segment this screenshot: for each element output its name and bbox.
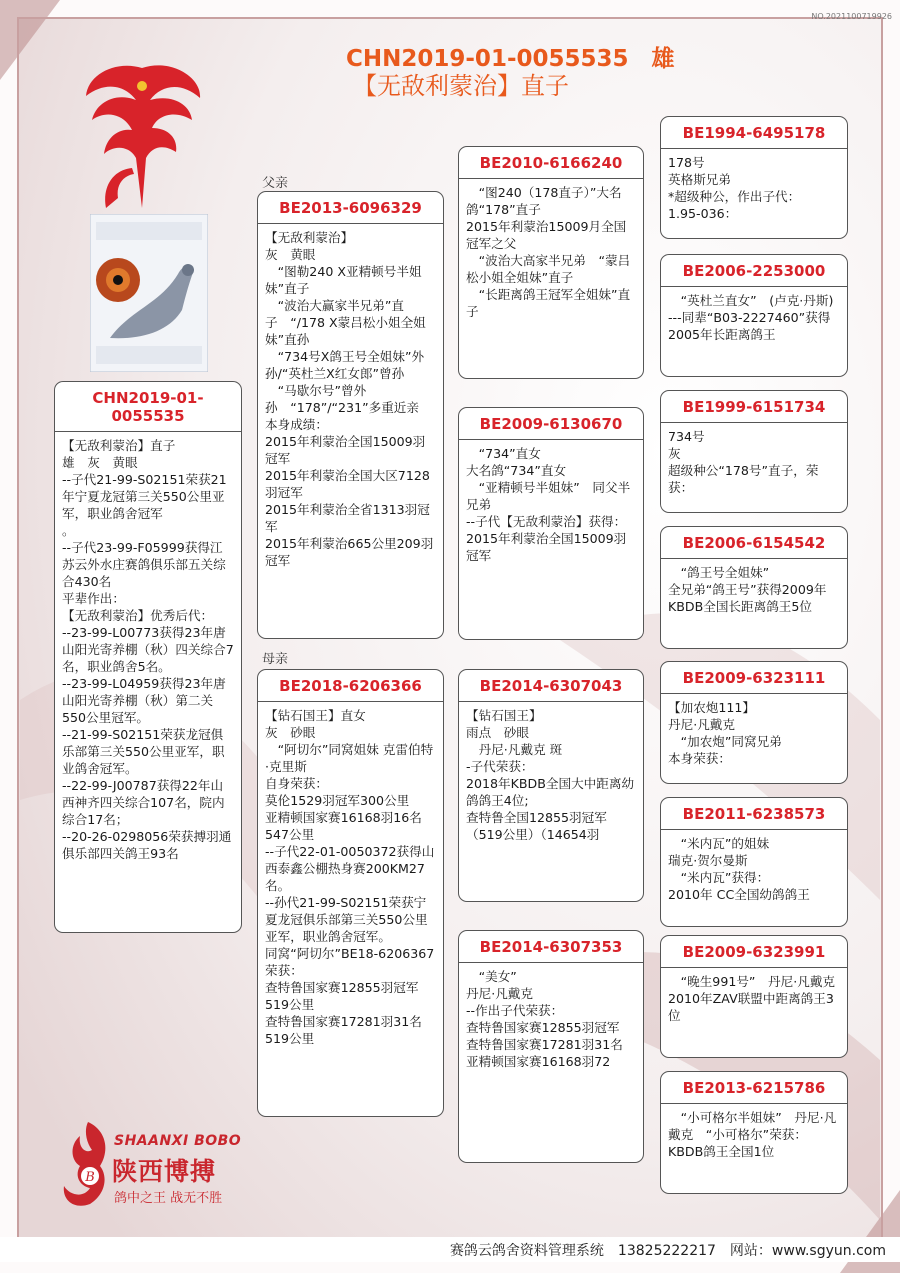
detail-line: 雨点 砂眼: [466, 725, 529, 740]
detail-line: 2015年利蒙治全国15009羽冠军: [466, 531, 627, 563]
maternal-grandfather-details: [459, 702, 643, 847]
paternal-grandfather-card: [458, 146, 644, 379]
detail-line: 丹尼·凡戴克: [668, 717, 735, 732]
ancestor-card-5: [660, 661, 848, 784]
paternal-grandfather-ring: BE2010-6166240: [459, 147, 643, 179]
detail-line: “晚生991号” 丹尼·凡戴克: [668, 974, 836, 989]
ancestor-ring-3: BE1999-6151734: [661, 391, 847, 423]
maternal-grandmother-card: [458, 930, 644, 1163]
detail-line: 丹尼·凡戴克: [466, 986, 533, 1001]
father-label: 父亲: [262, 176, 289, 191]
maternal-grandmother-details: [459, 963, 643, 1074]
detail-line: 178号: [668, 155, 705, 170]
detail-line: “加农炮”同窝兄弟: [668, 734, 782, 749]
detail-line: 查特鲁国家赛17281羽31名519公里: [265, 1014, 422, 1046]
ancestor-ring-8: BE2013-6215786: [661, 1072, 847, 1104]
detail-line: “小可格尔半姐妹” 丹尼·凡戴克 “小可格尔”荣获： KBDB鸽王全国1位: [668, 1110, 837, 1159]
detail-line: 2015年利蒙治全国大区7128羽冠军: [265, 468, 430, 500]
detail-line: “亚精顿号半姐妹” 同父半兄弟: [466, 480, 631, 512]
detail-line: 本身荣获：: [668, 751, 731, 766]
detail-line: “阿切尔”同窝姐妹 克雷伯特·克里斯: [265, 742, 434, 774]
detail-line: 查特鲁国家赛12855羽冠军519公里: [265, 980, 419, 1012]
detail-line: --23-99-L00773获得23年唐山阳光寄养棚（秋）四关综合7名，职业鸽舍5名。: [62, 625, 234, 674]
detail-line: 2018年KBDB全国大中距离幼鸽鸽王4位;: [466, 776, 635, 808]
ancestor-details-4: [661, 559, 847, 619]
ancestor-details-8: [661, 1104, 847, 1164]
detail-line: “波治大高家半兄弟 “蒙吕松小姐全姐妹”直子: [466, 253, 631, 285]
detail-line: “美女”: [466, 969, 517, 984]
detail-line: --23-99-L04959获得23年唐山阳光寄养棚（秋）第二关550公里冠军。: [62, 676, 226, 725]
ancestor-ring-4: BE2006-6154542: [661, 527, 847, 559]
ancestor-card-2: [660, 254, 848, 377]
ancestor-details-6: [661, 830, 847, 907]
phoenix-logo-icon: [72, 58, 212, 218]
detail-line: 查特鲁国家赛12855羽冠军: [466, 1020, 620, 1035]
subject-card: [54, 381, 242, 933]
detail-line: --子代22-01-0050372获得山西泰鑫公棚热身赛200KM27名。: [265, 844, 435, 893]
svg-text:B: B: [85, 1170, 95, 1185]
detail-line: 1.95-036：: [668, 206, 738, 221]
detail-line: 亚精顿国家赛16168羽72: [466, 1054, 611, 1069]
detail-line: --20-26-0298056荣获搏羽通俱乐部四关鸽王93名: [62, 829, 232, 861]
ancestor-card-3: [660, 390, 848, 513]
detail-line: -子代荣获：: [466, 759, 534, 774]
ancestor-ring-5: BE2009-6323111: [661, 662, 847, 694]
detail-line: 【无敌利蒙治】: [265, 230, 354, 245]
ancestor-card-6: [660, 797, 848, 927]
detail-line: 莫伦1529羽冠军300公里: [265, 793, 410, 808]
detail-line: 2015年利蒙治665公里209羽冠军: [265, 536, 434, 568]
ancestor-details-7: [661, 968, 847, 1028]
detail-line: 雄 灰 黄眼: [62, 455, 138, 470]
brand-slogan: 鸽中之王 战无不胜: [114, 1191, 223, 1206]
brand-chinese-name: 陕西博搏: [112, 1157, 217, 1186]
father-details: [258, 224, 443, 573]
detail-line: 。: [62, 523, 75, 538]
detail-line: --22-99-J00787获得22年山西神齐四关综合107名，院内综合17名；: [62, 778, 225, 827]
maternal-grandmother-ring: BE2014-6307353: [459, 931, 643, 963]
ancestor-ring-2: BE2006-2253000: [661, 255, 847, 287]
detail-line: 查特鲁国家赛17281羽31名: [466, 1037, 623, 1052]
detail-line: 同窝“阿切尔”BE18-6206367荣获：: [265, 946, 435, 978]
mother-card: [257, 669, 444, 1117]
detail-line: “马歇尔号”曾外孙 “178”/“231”多重近亲: [265, 383, 419, 415]
ancestor-card-8: [660, 1071, 848, 1194]
detail-line: 【加农炮111】: [668, 700, 756, 715]
maternal-grandfather-ring: BE2014-6307043: [459, 670, 643, 702]
detail-line: 大名鸽“734”直女: [466, 463, 567, 478]
document-number: NO.2021100719926: [811, 12, 892, 21]
ancestor-card-7: [660, 935, 848, 1058]
detail-line: --子代【无敌利蒙治】获得：: [466, 514, 627, 529]
footer-bar: [0, 1237, 900, 1262]
father-ring: BE2013-6096329: [258, 192, 443, 224]
detail-line: 【钻石国王】: [466, 708, 542, 723]
detail-line: 【钻石国王】直女: [265, 708, 366, 723]
detail-line: “鸽王号全姐妹”: [668, 565, 770, 580]
ancestor-ring-6: BE2011-6238573: [661, 798, 847, 830]
detail-line: 灰 黄眼: [265, 247, 316, 262]
detail-line: “米内瓦”获得：: [668, 870, 770, 885]
detail-line: 本身成绩：: [265, 417, 328, 432]
detail-line: “长距离鸽王冠军全姐妹”直 子: [466, 287, 635, 319]
detail-line: 亚精顿国家赛16168羽16名547公里: [265, 810, 422, 842]
detail-line: 734号: [668, 429, 705, 444]
detail-line: 【无敌利蒙治】直子: [62, 438, 176, 453]
detail-line: 平辈作出：: [62, 591, 125, 606]
detail-line: “图勒240 X亚精顿号半姐妹”直子: [265, 264, 422, 296]
detail-line: 2010年ZAV联盟中距离鸽王3位: [668, 991, 834, 1023]
brand-logo-icon: [60, 1120, 112, 1210]
detail-line: --21-99-S02151荣获龙冠俱乐部第三关550公里亚军，职业鸽舍冠军。: [62, 727, 225, 776]
detail-line: 自身荣获：: [265, 776, 328, 791]
mother-ring: BE2018-6206366: [258, 670, 443, 702]
ancestor-details-1: [661, 149, 847, 226]
detail-line: “英杜兰直女” (卢克·丹斯): [668, 293, 834, 308]
ancestor-details-5: [661, 694, 847, 771]
detail-line: 查特鲁全国12855羽冠军（519公里）（14654羽: [466, 810, 607, 842]
footer-text: 赛鸽云鸽舍资料管理系统 13825222217 网站：www.sgyun.com: [449, 1243, 886, 1259]
detail-line: 2015年利蒙治全国15009羽冠军: [265, 434, 426, 466]
detail-line: --孙代21-99-S02151荣获宁夏龙冠俱乐部第三关550公里亚军，职业鸽舍冠军。: [265, 895, 428, 944]
detail-line: --子代23-99-F05999获得江苏云外水庄赛鸽俱乐部五关综合430名: [62, 540, 226, 589]
detail-line: “图240（178直子）”大名鸽“178”直子: [466, 185, 622, 217]
detail-line: --作出子代荣获：: [466, 1003, 564, 1018]
detail-line: “米内瓦”的姐妹: [668, 836, 770, 851]
paternal-grandfather-details: [459, 179, 643, 324]
detail-line: 2010年 CC全国幼鸽鸽王: [668, 887, 810, 902]
detail-line: 2015年利蒙治全省1313羽冠军: [265, 502, 430, 534]
detail-line: 英格斯兄弟: [668, 172, 731, 187]
subject-details: [55, 432, 241, 866]
detail-line: ---同辈“B03-2227460”获得2005年长距离鸽王: [668, 310, 831, 342]
detail-line: “波治大赢家半兄弟”直子 “/178 X蒙吕松小姐全姐妹”直孙: [265, 298, 426, 347]
brand-english-name: SHAANXI BOBO: [114, 1133, 242, 1149]
ancestor-ring-1: BE1994-6495178: [661, 117, 847, 149]
pigeon-photo: [90, 214, 208, 372]
subject-ring: CHN2019-01-0055535: [55, 382, 241, 432]
detail-line: --子代21-99-S02151荣获21年宁夏龙冠第三关550公里亚军，职业鸽舍冠军: [62, 472, 227, 521]
paternal-grandmother-ring: BE2009-6130670: [459, 408, 643, 440]
mother-details: [258, 702, 443, 1051]
maternal-grandfather-card: [458, 669, 644, 902]
detail-line: 丹尼·凡戴克 斑: [466, 742, 563, 757]
ancestor-card-1: [660, 116, 848, 239]
detail-line: 灰: [668, 446, 681, 461]
ancestor-ring-7: BE2009-6323991: [661, 936, 847, 968]
father-card: [257, 191, 444, 639]
detail-line: “734号X鸽王号全姐妹”外孙/“英杜兰X红女郎”曾孙: [265, 349, 425, 381]
detail-line: 灰 砂眼: [265, 725, 316, 740]
main-pigeon-name: 【无敌利蒙治】直子: [353, 72, 569, 100]
detail-line: 超级种公“178号”直子，荣获：: [668, 463, 819, 495]
mother-label: 母亲: [262, 652, 289, 667]
paternal-grandmother-card: [458, 407, 644, 640]
detail-line: 全兄弟“鸽王号”获得2009年KBDB全国长距离鸽王5位: [668, 582, 827, 614]
detail-line: *超级种公，作出子代：: [668, 189, 801, 204]
ancestor-card-4: [660, 526, 848, 649]
detail-line: “734”直女: [466, 446, 541, 461]
ancestor-details-2: [661, 287, 847, 347]
detail-line: 2015年利蒙治15009月全国冠军之父: [466, 219, 627, 251]
detail-line: 瑞克·贺尔曼斯: [668, 853, 748, 868]
main-ring-number: CHN2019-01-0055535 雄: [346, 46, 675, 72]
paternal-grandmother-details: [459, 440, 643, 568]
detail-line: 【无敌利蒙治】优秀后代：: [62, 608, 214, 623]
ancestor-details-3: [661, 423, 847, 500]
